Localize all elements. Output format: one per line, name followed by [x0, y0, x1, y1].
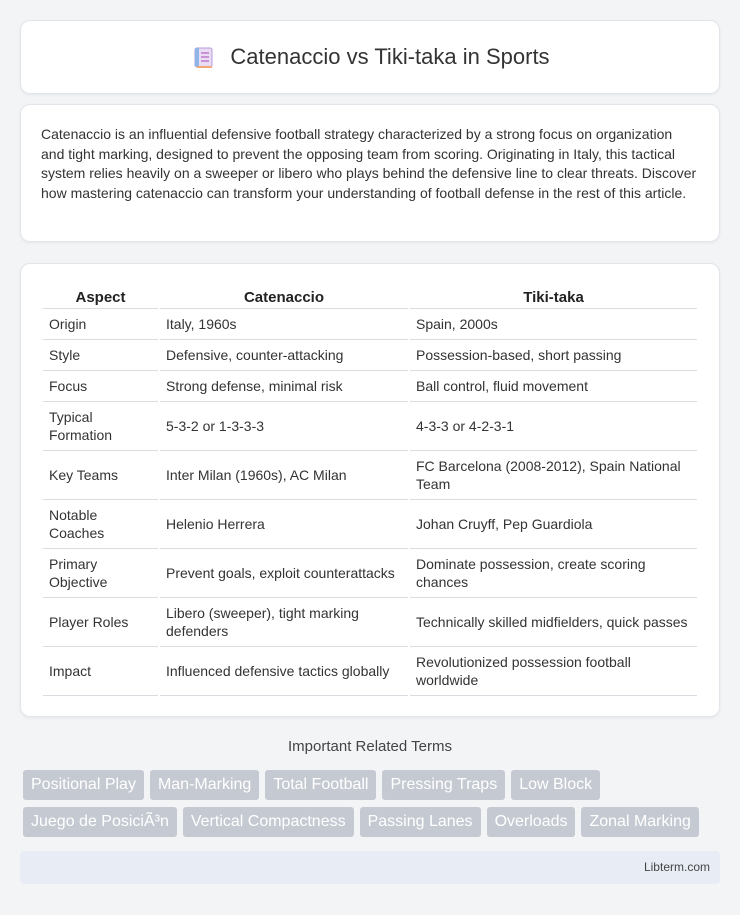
- intro-text: Catenaccio is an influential defensive football strategy characterized by a strong focus on organization and tight marking, designed to prevent the opposing team from scoring. Originating in Italy, this tactical system relies heavily on a sweeper or libero who plays behind the defensive line to clear threats. Discover how mastering catenaccio can transform your understanding of football defense in the rest of this article.: [41, 126, 697, 201]
- related-term-tag[interactable]: Man-Marking: [150, 770, 259, 800]
- cell-tiki-taka: 4-3-3 or 4-2-3-1: [410, 402, 697, 451]
- comparison-table-card: [20, 263, 720, 717]
- footer-site-link[interactable]: Libterm.com: [643, 860, 710, 874]
- related-term-tag[interactable]: Overloads: [487, 807, 576, 837]
- table-row: [43, 451, 697, 500]
- cell-aspect: Typical Formation: [43, 402, 158, 451]
- cell-aspect: Notable Coaches: [43, 500, 158, 549]
- related-term-tag[interactable]: Passing Lanes: [360, 807, 481, 837]
- footer: [20, 851, 720, 884]
- related-term-tag[interactable]: Juego de PosiciÃ³n: [23, 807, 177, 837]
- cell-tiki-taka: Johan Cruyff, Pep Guardiola: [410, 500, 697, 549]
- header-tiki-taka: Tiki-taka: [410, 282, 697, 309]
- cell-tiki-taka: Revolutionized possession football worldwide: [410, 647, 697, 696]
- related-term-tag[interactable]: Pressing Traps: [382, 770, 505, 800]
- cell-aspect: Focus: [43, 371, 158, 402]
- cell-catenaccio: Defensive, counter-attacking: [160, 340, 408, 371]
- related-term-tag[interactable]: Zonal Marking: [581, 807, 698, 837]
- cell-catenaccio: Strong defense, minimal risk: [160, 371, 408, 402]
- cell-catenaccio: Italy, 1960s: [160, 309, 408, 340]
- cell-catenaccio: Inter Milan (1960s), AC Milan: [160, 451, 408, 500]
- related-term-tag[interactable]: Positional Play: [23, 770, 144, 800]
- tag-row: [23, 807, 723, 837]
- related-term-tag[interactable]: Vertical Compactness: [183, 807, 354, 837]
- header-catenaccio: Catenaccio: [160, 282, 408, 309]
- table-row: [43, 340, 697, 371]
- cell-tiki-taka: Spain, 2000s: [410, 309, 697, 340]
- header-aspect: Aspect: [43, 282, 158, 309]
- table-row: [43, 549, 697, 598]
- table-row: [43, 598, 697, 647]
- table-row: [43, 309, 697, 340]
- table-row: [43, 500, 697, 549]
- cell-catenaccio: Influenced defensive tactics globally: [160, 647, 408, 696]
- tag-row: [23, 770, 723, 800]
- intro-card: [20, 104, 720, 242]
- cell-tiki-taka: FC Barcelona (2008-2012), Spain National Team: [410, 451, 697, 500]
- cell-tiki-taka: Ball control, fluid movement: [410, 371, 697, 402]
- cell-aspect: Impact: [43, 647, 158, 696]
- cell-aspect: Style: [43, 340, 158, 371]
- cell-aspect: Origin: [43, 309, 158, 340]
- related-term-tag[interactable]: Total Football: [265, 770, 376, 800]
- table-row: [43, 402, 697, 451]
- cell-catenaccio: Prevent goals, exploit counterattacks: [160, 549, 408, 598]
- cell-aspect: Player Roles: [43, 598, 158, 647]
- cell-catenaccio: Helenio Herrera: [160, 500, 408, 549]
- page-title: Catenaccio vs Tiki-taka in Sports: [230, 44, 550, 69]
- book-icon: [190, 44, 216, 70]
- cell-aspect: Key Teams: [43, 451, 158, 500]
- cell-catenaccio: Libero (sweeper), tight marking defenders: [160, 598, 408, 647]
- table-row: [43, 371, 697, 402]
- table-row: [43, 647, 697, 696]
- cell-tiki-taka: Dominate possession, create scoring chances: [410, 549, 697, 598]
- related-terms-title: Important Related Terms: [288, 738, 452, 755]
- related-terms-tags: [23, 770, 723, 844]
- cell-tiki-taka: Technically skilled midfielders, quick passes: [410, 598, 697, 647]
- related-term-tag[interactable]: Low Block: [511, 770, 600, 800]
- comparison-table: [41, 282, 699, 696]
- table-header-row: [43, 282, 697, 309]
- cell-tiki-taka: Possession-based, short passing: [410, 340, 697, 371]
- cell-catenaccio: 5-3-2 or 1-3-3-3: [160, 402, 408, 451]
- header-card: [20, 20, 720, 94]
- cell-aspect: Primary Objective: [43, 549, 158, 598]
